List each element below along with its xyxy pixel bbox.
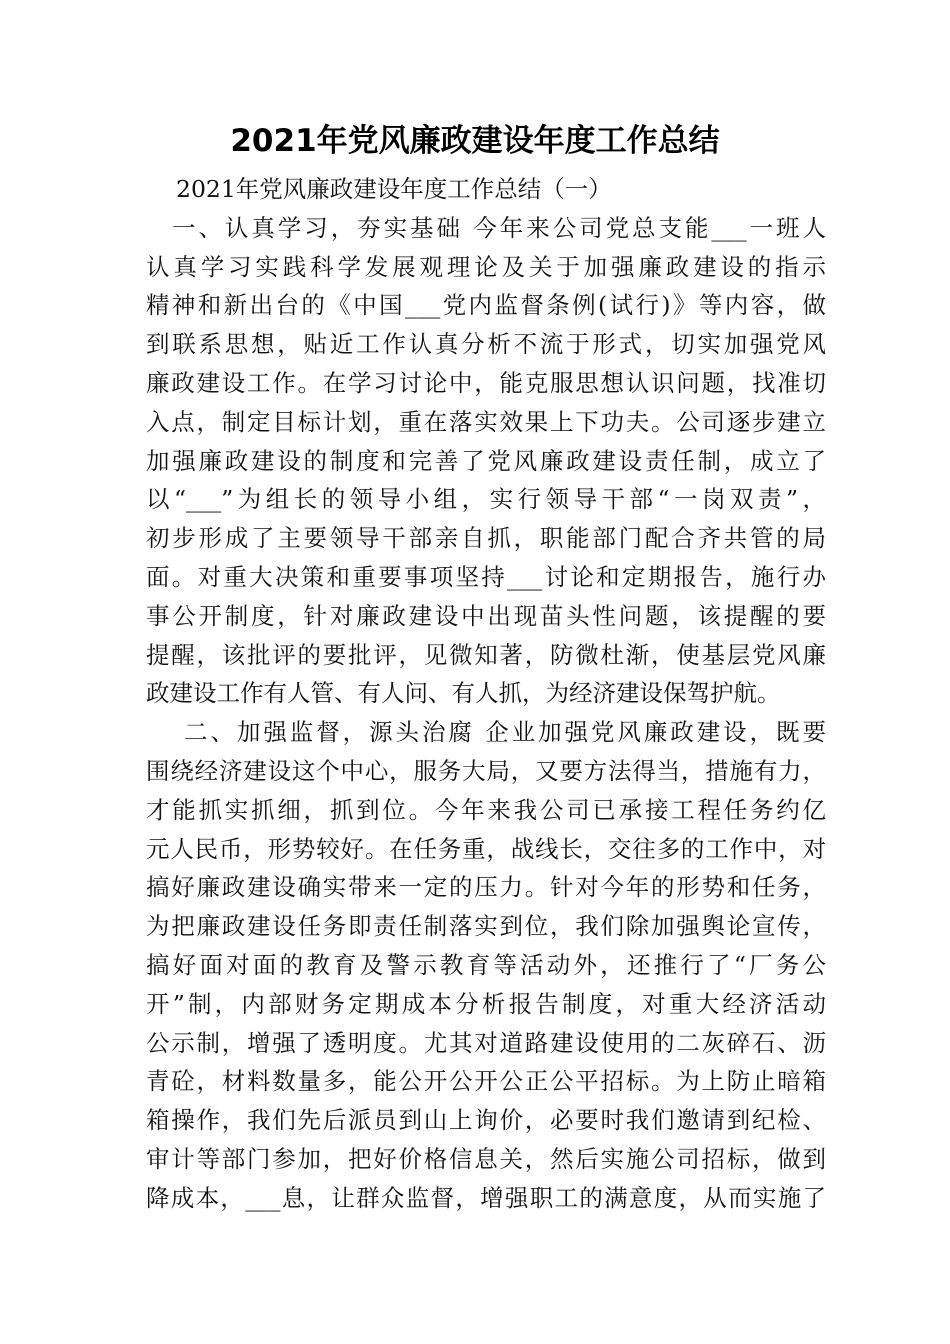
paragraph-line: 才能抓实抓细，抓到位。今年来我公司已承接工程任务约亿 bbox=[146, 795, 826, 824]
paragraph-line: 入点，制定目标计划，重在落实效果上下功夫。公司逐步建立 bbox=[146, 407, 826, 436]
paragraph-line: 到联系思想，贴近工作认真分析不流于形式，切实加强党风 bbox=[146, 330, 826, 359]
paragraph-line: 精神和新出台的《中国___党内监督条例(试行)》等内容，做 bbox=[146, 291, 826, 320]
paragraph-line: 审计等部门参加，把好价格信息关，然后实施公司招标，做到 bbox=[146, 1144, 826, 1173]
subtitle-line: 2021年党风廉政建设年度工作总结（一） bbox=[176, 175, 612, 203]
paragraph-line: 降成本，___息，让群众监督，增强职工的满意度，从而实施了 bbox=[146, 1183, 826, 1212]
paragraph-line: 搞好面对面的教育及警示教育等活动外，还推行了“厂务公 bbox=[146, 950, 826, 979]
paragraph-line: 元人民币，形势较好。在任务重，战线长，交往多的工作中，对 bbox=[146, 834, 826, 863]
paragraph-line: 以“___”为组长的领导小组，实行领导干部“一岗双责”， bbox=[146, 485, 826, 514]
paragraph-line: 事公开制度，针对廉政建设中出现苗头性问题，该提醒的要 bbox=[146, 601, 826, 630]
document-title: 2021年党风廉政建设年度工作总结 bbox=[230, 123, 720, 159]
paragraph-line: 加强廉政建设的制度和完善了党风廉政建设责任制，成立了 bbox=[146, 446, 826, 475]
paragraph-line: 初步形成了主要领导干部亲自抓，职能部门配合齐共管的局 bbox=[146, 524, 826, 553]
paragraph-line: 面。对重大决策和重要事项坚持___讨论和定期报告，施行办 bbox=[146, 562, 826, 591]
paragraph-line: 政建设工作有人管、有人问、有人抓，为经济建设保驾护航。 bbox=[146, 679, 781, 708]
paragraph-line: 箱操作，我们先后派员到山上询价，必要时我们邀请到纪检、 bbox=[146, 1106, 826, 1135]
paragraph-line: 认真学习实践科学发展观理论及关于加强廉政建设的指示 bbox=[146, 252, 826, 281]
paragraph-line: 青砼，材料数量多，能公开公开公正公平招标。为上防止暗箱 bbox=[146, 1067, 826, 1096]
paragraph-line: 开”制，内部财务定期成本分析报告制度，对重大经济活动 bbox=[146, 989, 826, 1018]
paragraph-line: 公示制，增强了透明度。尤其对道路建设使用的二灰碎石、沥 bbox=[146, 1028, 826, 1057]
paragraph-line: 提醒，该批评的要批评，见微知著，防微杜渐，使基层党风廉 bbox=[146, 640, 826, 669]
paragraph-line: 搞好廉政建设确实带来一定的压力。针对今年的形势和任务， bbox=[146, 873, 826, 902]
document-body bbox=[146, 170, 826, 1218]
paragraph-line: 二、加强监督，源头治腐 企业加强党风廉政建设，既要 bbox=[184, 718, 826, 747]
paragraph-line: 一、认真学习，夯实基础 今年来公司党总支能___一班人 bbox=[172, 213, 826, 242]
paragraph-line: 围绕经济建设这个中心，服务大局，又要方法得当，措施有力， bbox=[146, 756, 826, 785]
paragraph-line: 廉政建设工作。在学习讨论中，能克服思想认识问题，找准切 bbox=[146, 368, 826, 397]
paragraph-line: 为把廉政建设任务即责任制落实到位，我们除加强舆论宣传， bbox=[146, 912, 826, 941]
